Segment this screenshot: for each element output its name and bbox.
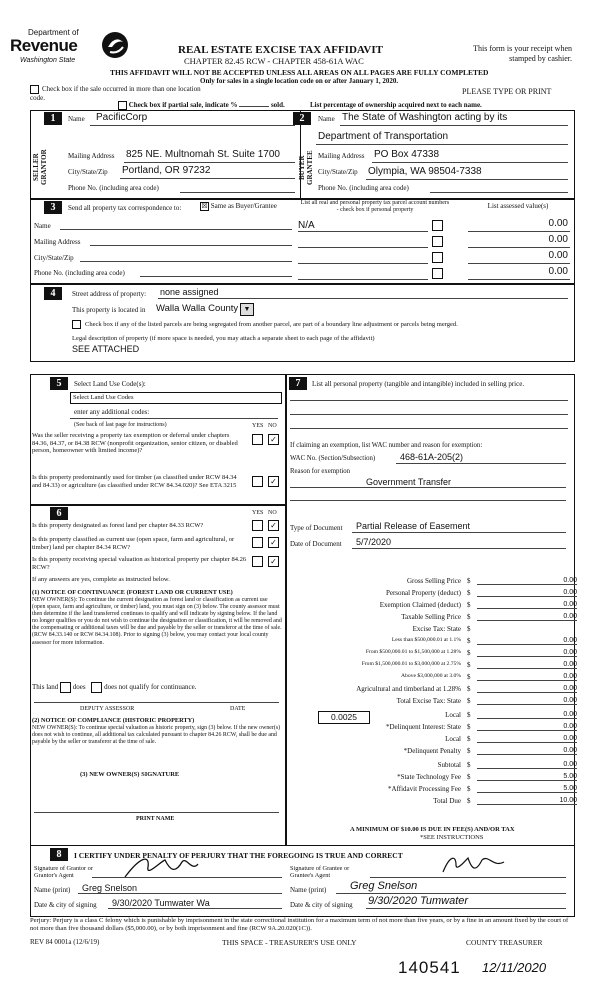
fee-amount[interactable]: 0.00 (477, 649, 577, 657)
section-4-number: 4 (44, 287, 62, 300)
doc-date-label: Date of Document (290, 540, 342, 548)
county-select[interactable]: Walla Walla County (156, 303, 239, 314)
dollar-sign: $ (467, 735, 471, 743)
fee-row (285, 785, 581, 796)
fee-row (285, 649, 581, 660)
grantor-name[interactable]: Greg Snelson (82, 883, 138, 893)
fee-label: Total Excise Tax: State (396, 697, 461, 705)
doc-type-line (352, 532, 566, 533)
grantee-name-label: Name (print) (290, 886, 327, 894)
partial-sale-checkbox[interactable] (118, 101, 285, 110)
treasurer-space: THIS SPACE - TREASURER'S USE ONLY (222, 938, 357, 947)
local-rate: 0.0025 (331, 712, 357, 722)
section-1-number: 1 (44, 112, 62, 125)
fee-row (285, 589, 581, 600)
dollar-sign: $ (467, 723, 471, 731)
fee-label: Taxable Selling Price (401, 613, 461, 621)
county-dropdown-icon[interactable]: ▼ (240, 303, 254, 316)
fee-row (285, 625, 581, 636)
buyer-city-label: City/State/Zip (318, 168, 358, 176)
sec6-q3-yes-checkbox[interactable] (252, 556, 263, 567)
sec6-q1-no-checkbox[interactable]: ✓ (268, 520, 279, 531)
segregated-checkbox-row[interactable] (72, 320, 572, 329)
compliance-title: (2) NOTICE OF COMPLIANCE (HISTORIC PROPERTY) (32, 717, 195, 724)
fee-amount[interactable]: 10.00 (477, 797, 577, 805)
dollar-sign: $ (467, 697, 471, 705)
dollar-sign: $ (467, 747, 471, 755)
fee-row (285, 673, 581, 684)
dollar-sign: $ (467, 785, 471, 793)
seller-city[interactable]: Portland, OR 97232 (122, 165, 211, 176)
wa-seal-icon (100, 30, 130, 60)
buyer-name-line1-rule (340, 125, 568, 126)
seller-mail-label: Mailing Address (68, 152, 115, 160)
sales-note: Only for sales in a single location code on or after January 1, 2020. (200, 77, 399, 85)
list-percentage-note: List percentage of ownership acquired next to each name. (310, 101, 482, 109)
grantor-name-line (78, 893, 282, 894)
sec6-yes-header: YES (252, 510, 264, 516)
dollar-sign: $ (467, 711, 471, 719)
parcel-row-4 (298, 266, 570, 280)
grantor-date-line (108, 908, 282, 909)
dollar-sign: $ (467, 613, 471, 621)
fee-amount[interactable]: 0.00 (477, 673, 577, 681)
fee-row (285, 577, 581, 588)
parcel-row-1 (298, 218, 570, 232)
fee-amount[interactable]: 0.00 (477, 661, 577, 669)
seller-name-line (90, 125, 295, 126)
assessed-value[interactable]: 0.00 (548, 250, 568, 261)
parcel-row-3 (298, 250, 570, 264)
section-5-number: 5 (50, 377, 68, 390)
land-use-select-text: Select Land Use Codes (73, 394, 134, 401)
sec5-no-header: NO (268, 423, 277, 429)
perjury-statement: Perjury: Perjury is a class C felony which is punishable by imprisonment in the state correctional institution for a maximum term of not more than five years, or by a fine in an amount fixed by the court of not more than five thousand dollars ($5,000.00), or by both imprisonment and fine (RCW 9A.20.020(1C)). (30, 917, 569, 932)
more-locations-checkbox[interactable] (30, 85, 210, 102)
parcel-number[interactable]: N/A (298, 220, 315, 231)
fee-amount[interactable]: 0.00 (477, 577, 577, 585)
fee-label: Personal Property (deduct) (385, 589, 461, 597)
send-correspondence-label: Send all property tax correspondence to: (68, 204, 182, 212)
grantee-signature (438, 850, 508, 878)
form-revision: REV 84 0001a (12/6/19) (30, 938, 100, 946)
same-as-buyer-checkbox[interactable]: ☒ Same as Buyer/Grantee (201, 202, 277, 211)
personal-property-line-2[interactable] (290, 414, 568, 415)
fee-row (285, 723, 581, 734)
type-or-print: PLEASE TYPE OR PRINT (462, 87, 552, 96)
partial-sale-label: Check box if partial sale, indicate % (128, 101, 238, 110)
fee-label: Less than $500,000.01 at 1.1% (391, 637, 461, 643)
sec6-q1: Is this property designated as forest land per chapter 84.33 RCW? (32, 522, 204, 529)
sec3-name-label: Name (34, 222, 51, 230)
dollar-sign: $ (467, 761, 471, 769)
sec6-q1-yes-checkbox[interactable] (252, 520, 263, 531)
fee-row (285, 613, 581, 624)
sec5-yes-header: YES (252, 423, 264, 429)
fee-row (285, 685, 581, 696)
dollar-sign: $ (467, 661, 471, 669)
sec5-q1-yes-checkbox[interactable] (252, 434, 263, 445)
continuance-title: (1) NOTICE OF CONTINUANCE (FOREST LAND OR CURRENT USE) (32, 589, 233, 596)
buyer-name-line2-rule (316, 144, 568, 145)
print-name-label: PRINT NAME (136, 816, 175, 822)
grantee-name[interactable]: Greg Snelson (350, 880, 418, 892)
sec6-q2-no-checkbox[interactable]: ✓ (268, 537, 279, 548)
min-due-note: A MINIMUM OF $10.00 IS DUE IN FEE(S) AND/OR TAX (350, 826, 515, 833)
buyer-phone-label: Phone No. (including area code) (318, 184, 409, 192)
more-locations-label: Check box if the sale occurred in more than one location code. (30, 85, 201, 102)
form-title: REAL ESTATE EXCISE TAX AFFIDAVIT (178, 44, 383, 56)
grantee-date-city[interactable]: 9/30/2020 Tumwater (368, 895, 469, 907)
seller-mail-line (124, 162, 295, 163)
fee-amount[interactable]: 0.00 (477, 589, 577, 597)
see-instructions-note: *SEE INSTRUCTIONS (420, 834, 484, 841)
seller-city-line (120, 178, 295, 179)
personal-property-line-3[interactable] (290, 428, 568, 429)
sec6-q2: Is this property classified as current use (open space, farm and agricultural, or timber) land per chapter 84.34 RCW? (32, 536, 235, 551)
stamp-number: 140541 (398, 958, 461, 977)
fee-amount[interactable]: 0.00 (477, 735, 577, 743)
does-label: does (72, 683, 86, 692)
continuance-text: NEW OWNER(S): To continue the current designation as forest land or classification as current use (open space, farm and agriculture, or timber) land, you must sign on (3) below. The county assessor must then determine if the land transferred continues to qualify and will indicate by signing below. If the land no longer qualifies or you do not wish to continue the designation or classification, it will be removed and the compensating or additional taxes will be due and payable by the seller or transferor at the time of sale. (RCW 84.33.140 or RCW 84.34.108). Prior to signing (3) below, you may contact your local county assessor for more information. (32, 597, 282, 646)
fee-label: *State Technology Fee (397, 773, 461, 781)
section-6-number: 6 (50, 507, 68, 520)
receipt-note: This form is your receipt when stamped by cashier. (473, 44, 572, 63)
fees-table (285, 577, 581, 817)
fee-label: *Affidavit Processing Fee (388, 785, 461, 793)
dollar-sign: $ (467, 601, 471, 609)
does-checkbox[interactable] (60, 682, 71, 693)
additional-codes-label: enter any additional codes: (74, 408, 150, 416)
fee-label: Gross Selling Price (406, 577, 461, 585)
dollar-sign: $ (467, 685, 471, 693)
new-owner-signature-label: (3) NEW OWNER(S) SIGNATURE (80, 771, 180, 778)
legal-label: Legal description of property (if more space is needed, you may attach a separate sheet to each page of the affidavit) (72, 335, 375, 342)
fee-label: Above $3,000,000 at 3.0% (401, 673, 461, 679)
buyer-city-rule (366, 179, 568, 180)
fee-amount[interactable]: 0.00 (477, 697, 577, 705)
fee-amount[interactable]: 0.00 (477, 723, 577, 731)
personal-property-line-1[interactable] (290, 400, 568, 401)
deputy-date-label: DATE (230, 706, 246, 712)
grantor-date-label: Date & city of signing (34, 901, 97, 909)
parcel-row-2 (298, 234, 570, 248)
dept-top: Department of (28, 28, 79, 37)
sec5-q2-yes-checkbox[interactable] (252, 476, 263, 487)
seller-city-label: City/State/Zip (68, 168, 108, 176)
exemption-label: If claiming an exemption, list WAC number and reason for exemption: (290, 442, 483, 449)
assessed-value[interactable]: 0.00 (548, 218, 568, 229)
fee-amount[interactable]: 0.00 (477, 613, 577, 621)
seller-grantor-side-label: SELLER GRANTOR (32, 149, 48, 186)
segregated-label: Check box if any of the listed parcels are being segregated from another parcel, are part of a boundary line adjustment or parcels being merged. (85, 320, 458, 328)
fee-amount[interactable]: 5.00 (477, 785, 577, 793)
section-8-number: 8 (50, 848, 68, 861)
county-treasurer: COUNTY TREASURER (466, 938, 543, 947)
grantor-name-label: Name (print) (34, 886, 71, 894)
street-address[interactable]: none assigned (160, 287, 219, 297)
buyer-mail-label: Mailing Address (318, 152, 365, 160)
fee-label: Local (445, 711, 461, 719)
reason-line-2 (290, 500, 566, 501)
section-3-number: 3 (44, 201, 62, 214)
street-line (158, 298, 568, 299)
dollar-sign: $ (467, 797, 471, 805)
located-label: This property is located in (72, 306, 146, 314)
buyer-grantee-side-label: BUYER GRANTEE (298, 150, 314, 185)
personal-property-checkbox[interactable] (432, 252, 443, 263)
exemption-reason[interactable]: Government Transfer (366, 477, 452, 487)
seller-phone-label: Phone No. (including area code) (68, 184, 159, 192)
fee-label: Local (445, 735, 461, 743)
land-use-select[interactable] (70, 392, 282, 404)
fee-amount[interactable]: 0.00 (477, 761, 577, 769)
fee-amount[interactable]: 0.00 (477, 747, 577, 755)
doc-type[interactable]: Partial Release of Easement (356, 521, 471, 531)
personal-property-checkbox[interactable] (432, 268, 443, 279)
grantee-name-line (336, 893, 566, 894)
personal-property-title: List all personal property (tangible and intangible) included in selling price. (312, 380, 525, 388)
fee-label: Subtotal (437, 761, 461, 769)
qualify-row (32, 682, 196, 693)
fee-label: From $1,500,000.01 to $3,000,000 at 2.75% (361, 661, 461, 667)
personal-property-checkbox[interactable] (432, 236, 443, 247)
fee-row (285, 761, 581, 772)
fee-amount[interactable]: 0.00 (477, 637, 577, 645)
sec5-q2: Is this property predominantly used for timber (as classified under RCW 84.34 and 84.33) or agriculture (as classified under RCW 84.34.020)? See ETA 3215 (32, 474, 237, 489)
buyer-name-line2[interactable]: Department of Transportation (318, 131, 449, 142)
sec6-q3-no-checkbox[interactable]: ✓ (268, 556, 279, 567)
fee-label: *Delinquent Penalty (403, 747, 461, 755)
deputy-label: DEPUTY ASSESSOR (80, 706, 135, 712)
sec6-q3: Is this property receiving special valuation as historical property per chapter 84.26 RCW? (32, 556, 247, 571)
dollar-sign: $ (467, 773, 471, 781)
additional-codes-line (70, 418, 278, 419)
sec6-if-yes: If any answers are yes, complete as instructed below. (32, 576, 170, 583)
buyer-mail[interactable]: PO Box 47338 (374, 149, 440, 160)
stamp-date: 12/11/2020 (482, 960, 547, 975)
dollar-sign: $ (467, 577, 471, 585)
sec5-q1: Was the seller receiving a property tax exemption or deferral under chapters 84.36, 84.37, or 84.38 RCW (nonprofit organization, senior citizen, or disabled person, homeowner with limited income)? (32, 432, 238, 454)
dollar-sign: $ (467, 625, 471, 633)
legal-description[interactable]: SEE ATTACHED (72, 344, 140, 354)
sec3-city-line (80, 261, 292, 262)
dept-name: Revenue (10, 36, 78, 55)
same-as-buyer-label: Same as Buyer/Grantee (210, 202, 277, 211)
fee-label: Agricultural and timberland at 1.28% (356, 685, 461, 693)
parcel-header: List all real and personal property tax parcel account numbers - check box if personal property (300, 200, 450, 213)
sec3-mail-line (90, 245, 292, 246)
buyer-name-line1[interactable]: The State of Washington acting by its (342, 112, 508, 123)
certify-statement: I CERTIFY UNDER PENALTY OF PERJURY THAT THE FOREGOING IS TRUE AND CORRECT (74, 851, 403, 860)
fee-row (285, 773, 581, 784)
fee-label: From $500,000.01 to $1,500,000 at 1.28% (365, 649, 461, 655)
sec3-city-label: City/State/Zip (34, 254, 74, 262)
assessed-header: List assessed value(s) (487, 202, 549, 210)
dollar-sign: $ (467, 637, 471, 645)
new-owner-sig-line[interactable] (34, 812, 279, 813)
sec3-mail-label: Mailing Address (34, 238, 81, 246)
doc-type-label: Type of Document (290, 524, 343, 532)
wac-label: WAC No. (Section/Subsection) (290, 455, 376, 462)
fee-label: Excise Tax: State (412, 625, 461, 633)
local-rate-box[interactable] (318, 711, 370, 724)
section-7-number: 7 (289, 377, 307, 390)
fee-amount[interactable]: 5.00 (477, 773, 577, 781)
sec6-no-header: NO (268, 510, 277, 516)
fee-row (285, 637, 581, 648)
fee-row (285, 661, 581, 672)
doc-date[interactable]: 5/7/2020 (356, 537, 392, 547)
grantor-date-city[interactable]: 9/30/2020 Tumwater Wa (112, 898, 210, 908)
dollar-sign: $ (467, 589, 471, 597)
buyer-phone-rule (430, 192, 568, 193)
seller-name-label: Name (68, 115, 85, 123)
fee-label: *Delinquent Interest: State (385, 723, 461, 731)
fee-row (285, 601, 581, 612)
buyer-mail-rule (372, 162, 568, 163)
fee-amount[interactable]: 0.00 (477, 601, 577, 609)
personal-property-checkbox[interactable] (432, 220, 443, 231)
fee-row (285, 747, 581, 758)
wac-line (396, 463, 566, 464)
reason-label: Reason for exemption (290, 468, 351, 475)
does-not-label: does not qualify for continuance. (104, 683, 197, 692)
form-chapter: CHAPTER 82.45 RCW - CHAPTER 458-61A WAC (184, 56, 364, 66)
fee-amount[interactable]: 0.00 (477, 685, 577, 693)
dept-state: Washington State (20, 57, 76, 64)
warning-text: THIS AFFIDAVIT WILL NOT BE ACCEPTED UNLESS ALL AREAS ON ALL PAGES ARE FULLY COMPLETED (110, 68, 489, 77)
sec5-q2-no-checkbox[interactable]: ✓ (268, 476, 279, 487)
fee-label: Exemption Claimed (deduct) (379, 601, 461, 609)
fee-label: Total Due (433, 797, 461, 805)
grantee-sig-label: Signature of Grantee or Grantee's Agent (290, 865, 350, 879)
wac-number[interactable]: 468-61A-205(2) (400, 452, 464, 462)
revenue-logo (10, 28, 130, 70)
fee-row (285, 735, 581, 746)
does-not-checkbox[interactable] (91, 682, 102, 693)
assessed-value[interactable]: 0.00 (548, 266, 568, 277)
compliance-text: NEW OWNER(S): To continue special valuation as historic property, sign (3) below. If the new owner(s) does not wish to continue, all additional tax calculated pursuant to chapter 84.26 RCW, shall be due and payable by the seller or transferor at the time of sale. (32, 725, 281, 746)
buyer-city[interactable]: Olympia, WA 98504-7338 (368, 166, 482, 177)
sec6-q2-yes-checkbox[interactable] (252, 537, 263, 548)
street-label: Street address of property: (72, 290, 147, 298)
seller-phone-line (180, 192, 295, 193)
buyer-name-label: Name (318, 115, 335, 123)
grantee-date-line (366, 908, 566, 909)
grantor-signature (120, 852, 200, 882)
fee-amount[interactable]: 0.00 (477, 711, 577, 719)
sec3-name-line (60, 229, 292, 230)
deputy-line (34, 702, 279, 703)
seller-mail[interactable]: 825 NE. Multnomah St. Suite 1700 (126, 149, 280, 160)
sold-label: sold. (270, 101, 285, 110)
fee-row (285, 797, 581, 808)
grantor-sig-label: Signature of Grantor or Grantor's Agent (34, 865, 93, 879)
reason-line (290, 487, 566, 488)
grantee-date-label: Date & city of signing (290, 901, 353, 909)
dollar-sign: $ (467, 673, 471, 681)
seller-name[interactable]: PacificCorp (96, 112, 148, 123)
land-use-label: Select Land Use Code(s): (74, 380, 146, 388)
sec3-phone-line (140, 276, 292, 277)
sec3-phone-label: Phone No. (including area code) (34, 269, 125, 277)
section-2-number: 2 (293, 112, 311, 125)
this-land-label: This land (32, 683, 59, 692)
fee-row (285, 697, 581, 708)
see-back-note: (See back of last page for instructions) (74, 422, 167, 428)
dollar-sign: $ (467, 649, 471, 657)
sec5-q1-no-checkbox[interactable]: ✓ (268, 434, 279, 445)
assessed-value[interactable]: 0.00 (548, 234, 568, 245)
doc-date-line (352, 548, 566, 549)
